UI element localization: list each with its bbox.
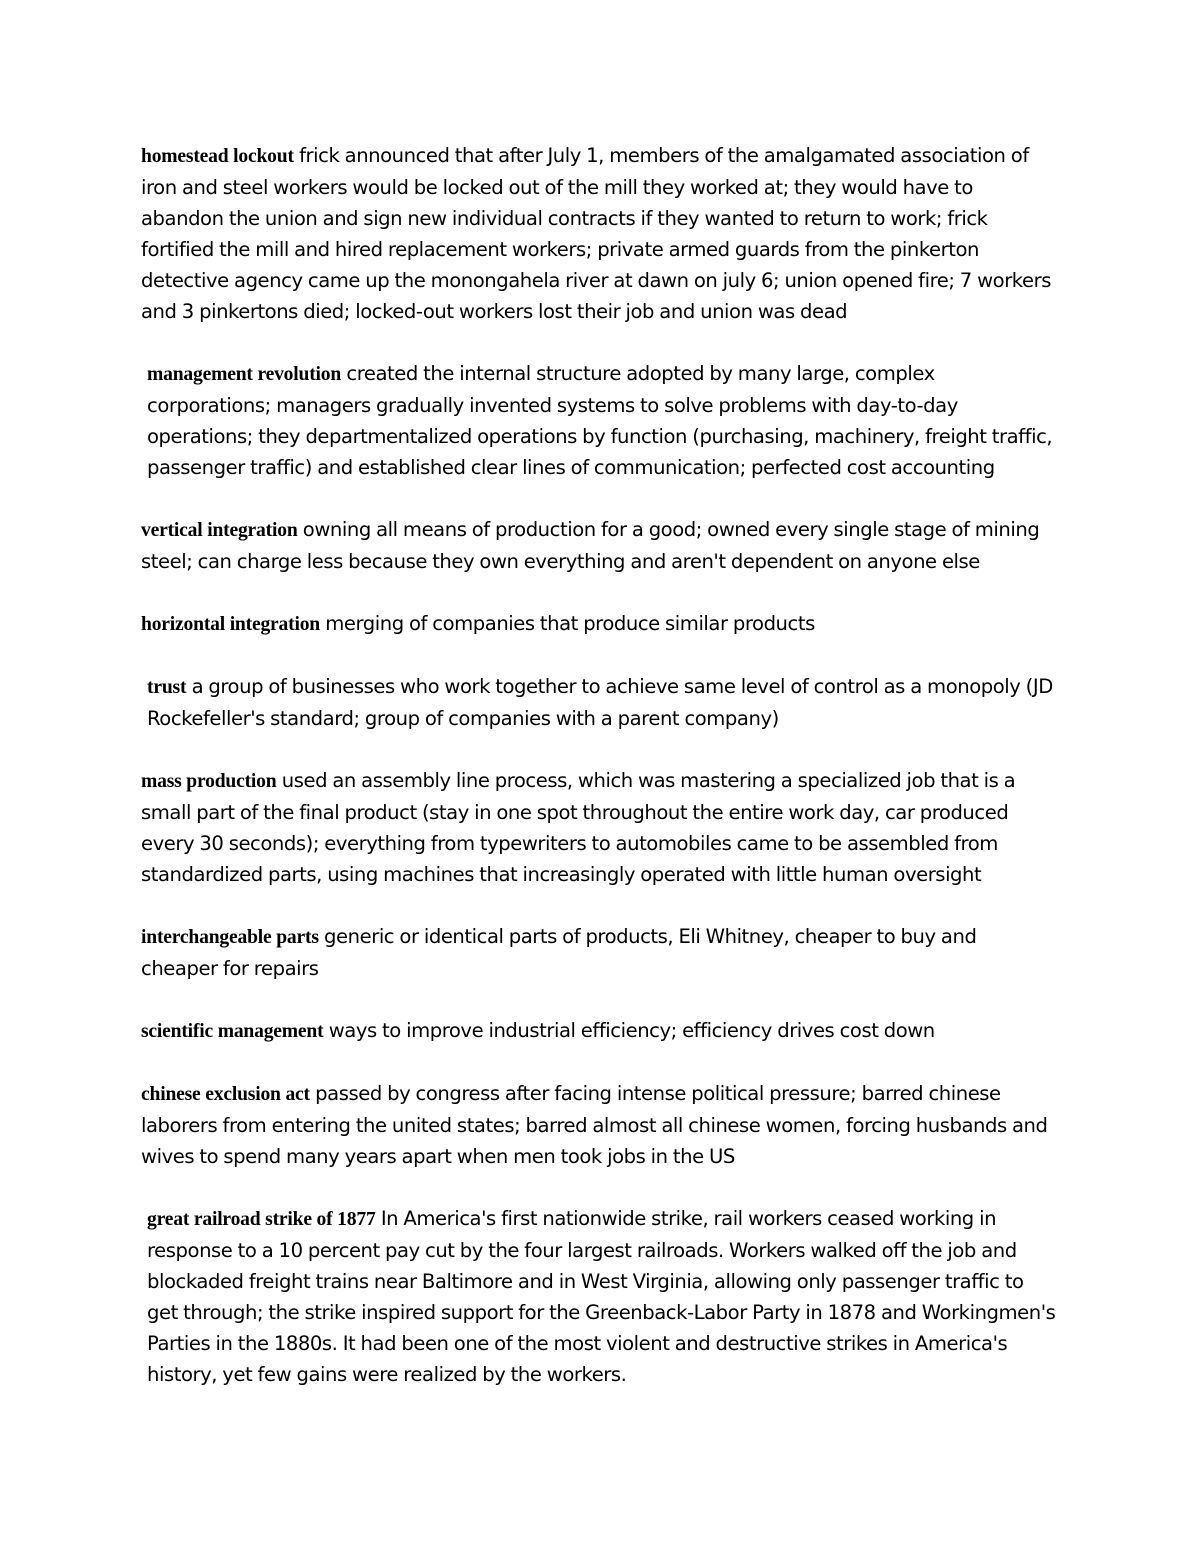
entry-definition: created the internal structure adopted by many large, complex corporations; managers gradually invented systems to solve problems with day-to-day operations; they departmentalized operations by function (purchasing, machinery, freight traffic, passenger traffic) and established clear lines of communication; perfected cost accounting [147, 362, 1053, 479]
entry-term: trust [147, 677, 187, 698]
entry-mass-production [141, 765, 1056, 890]
entry-term: vertical integration [141, 520, 298, 541]
entry-scientific-management [141, 1015, 1056, 1047]
entry-homestead-lockout [141, 140, 1056, 327]
entry-definition: passed by congress after facing intense political pressure; barred chinese laborers from entering the united states; barred almost all chinese women, forcing husbands and wives to spend many years apart when men took jobs in the US [141, 1082, 1048, 1168]
entry-vertical-integration [141, 514, 1056, 577]
entry-term: great railroad strike of 1877 [147, 1209, 376, 1230]
entry-interchangeable-parts [141, 921, 1056, 984]
entry-definition: In America's first nationwide strike, rail workers ceased working in response to a 10 percent pay cut by the four largest railroads. Workers walked off the job and blockaded freight trains near Baltimore and in West Virginia, allowing only passenger traffic to get through; the strike inspired support for the Greenback-Labor Party in 1878 and Workingmen's Parties in the 1880s. It had been one of the most violent and destructive strikes in America's history, yet few gains were realized by the workers. [147, 1207, 1056, 1386]
entry-term: management revolution [147, 364, 342, 385]
entry-definition: ways to improve industrial efficiency; efficiency drives cost down [328, 1019, 935, 1042]
entry-definition: generic or identical parts of products, Eli Whitney, cheaper to buy and cheaper for repairs [141, 925, 977, 980]
entry-term: chinese exclusion act [141, 1084, 310, 1105]
entry-management-revolution [141, 358, 1056, 483]
document-page [141, 140, 1056, 1421]
entry-term: horizontal integration [141, 614, 321, 635]
entry-term: scientific management [141, 1021, 324, 1042]
entry-term: interchangeable parts [141, 927, 319, 948]
entry-trust [141, 671, 1056, 734]
entry-horizontal-integration [141, 608, 1056, 640]
entry-definition: owning all means of production for a good; owned every single stage of mining steel; can charge less because they own everything and aren't dependent on anyone else [141, 518, 1040, 573]
entry-term: mass production [141, 771, 277, 792]
entry-definition: a group of businesses who work together to achieve same level of control as a monopoly (JD Rockefeller's standard; group of companies with a parent company) [147, 675, 1053, 730]
entry-chinese-exclusion-act [141, 1078, 1056, 1172]
entry-definition: frick announced that after July 1, members of the amalgamated association of iron and steel workers would be locked out of the mill they worked at; they would have to abandon the union and sign new individual contracts if they wanted to return to work; frick fortified the mill and hired replacement workers; private armed guards from the pinkerton detective agency came up the monongahela river at dawn on july 6; union opened fire; 7 workers and 3 pinkertons died; locked-out workers lost their job and union was dead [141, 144, 1051, 323]
entry-definition: used an assembly line process, which was mastering a specialized job that is a small part of the final product (stay in one spot throughout the entire work day, car produced every 30 seconds); everything from typewriters to automobiles came to be assembled from standardized parts, using machines that increasingly operated with little human oversight [141, 769, 1016, 886]
entry-definition: merging of companies that produce similar products [325, 612, 815, 635]
entry-great-railroad-strike [141, 1203, 1056, 1390]
entry-term: homestead lockout [141, 146, 294, 167]
